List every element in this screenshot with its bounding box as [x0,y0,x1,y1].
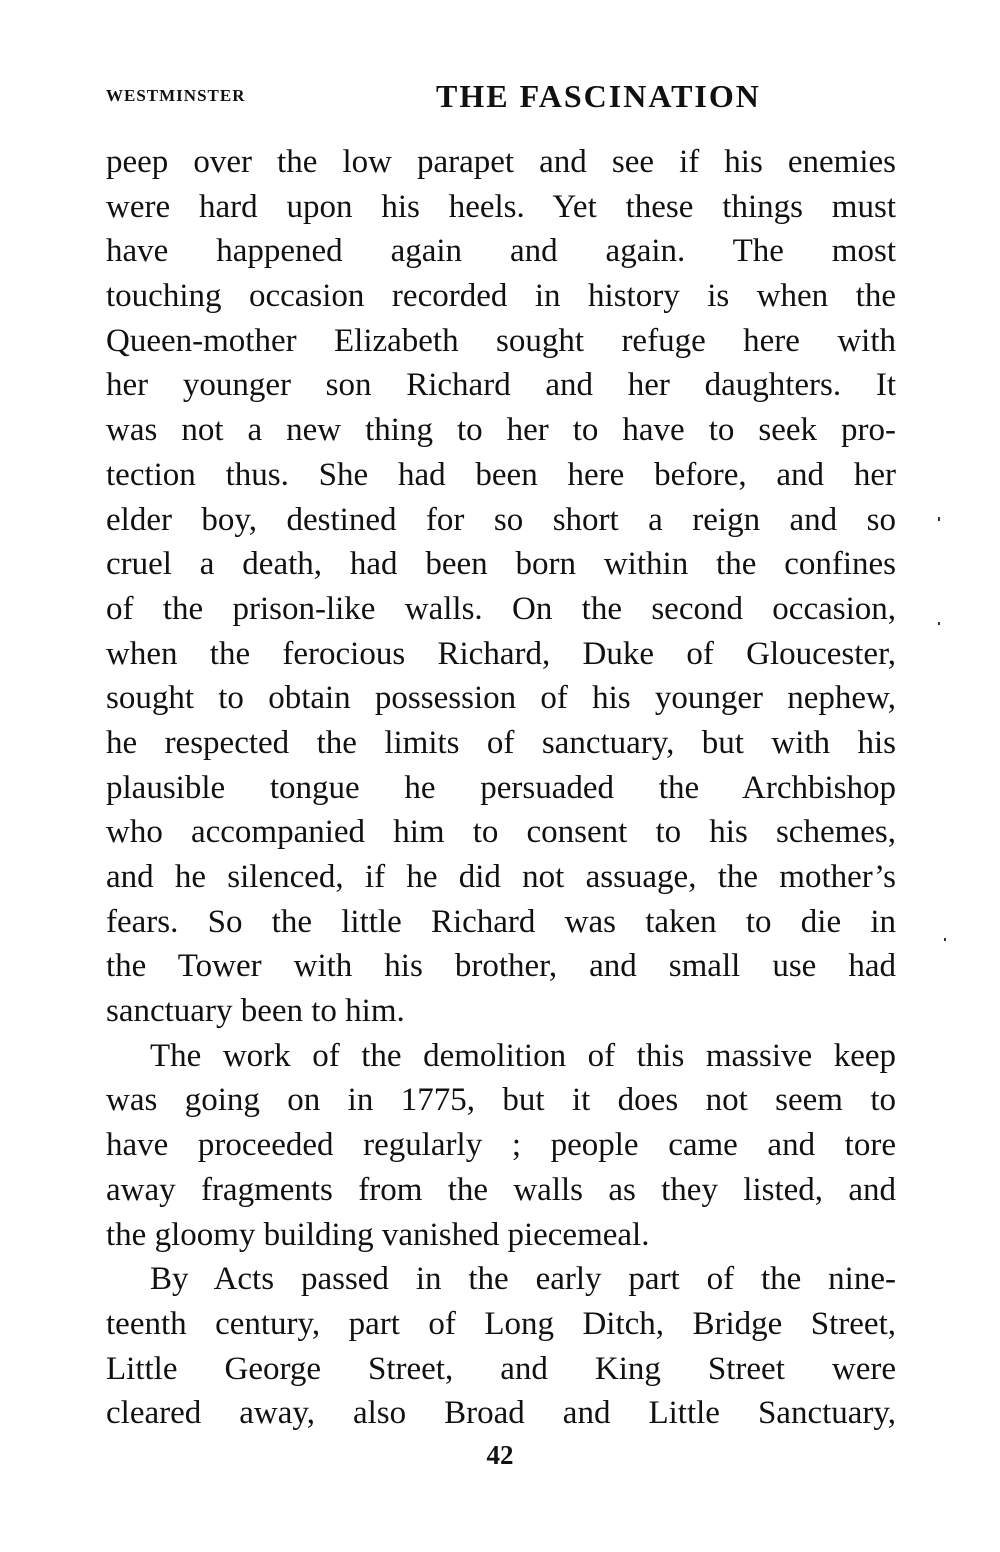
text-line: The work of the demolition of this massive keep [150,1037,896,1074]
text-line: were hard upon his heels. Yet these things must [106,188,896,225]
text-line: elder boy, destined for so short a reign and so [106,501,896,538]
text-line: tection thus. She had been here before, and her [106,456,896,493]
text-line: her younger son Richard and her daughters. It [106,367,896,404]
print-speck [938,517,940,521]
running-head [106,78,896,118]
text-line: touching occasion recorded in history is when the [106,278,896,315]
text-line: was not a new thing to her to have to seek pro- [106,412,896,449]
text-line: teenth century, part of Long Ditch, Bridge Street, [106,1305,896,1342]
text-line: when the ferocious Richard, Duke of Gloucester, [106,635,896,672]
paragraph [106,140,896,1034]
print-speck [938,622,940,625]
text-line: have proceeded regularly ; people came and tore [106,1127,896,1164]
text-line: Queen-mother Elizabeth sought refuge here with [106,322,896,359]
text-line: Little George Street, and King Street were [106,1350,896,1387]
text-line: of the prison-like walls. On the second occasion, [106,590,896,627]
text-line: was going on in 1775, but it does not seem to [106,1082,896,1119]
paragraph [106,1034,896,1257]
running-head-title: THE FASCINATION [436,78,761,114]
text-line: fears. So the little Richard was taken to die in [106,903,896,940]
text-line: have happened again and again. The most [106,233,896,270]
text-line: the gloomy building vanished piecemeal. [106,1216,650,1253]
text-line: cruel a death, had been born within the confines [106,546,896,583]
running-head-section: WESTMINSTER [106,86,246,105]
text-line: sought to obtain possession of his younger nephew, [106,680,896,717]
paragraph [106,1257,896,1436]
text-line: plausible tongue he persuaded the Archbishop [106,769,896,806]
text-line: he respected the limits of sanctuary, but with his [106,724,896,761]
text-line: and he silenced, if he did not assuage, the mother’s [106,859,896,895]
body-text [106,140,896,1436]
print-speck [944,938,946,941]
text-line: away fragments from the walls as they listed, and [106,1171,896,1208]
text-line: cleared away, also Broad and Little Sanctuary, [106,1395,896,1432]
page-number: 42 [486,1440,514,1470]
text-line: sanctuary been to him. [106,993,405,1030]
text-line: who accompanied him to consent to his schemes, [106,814,896,851]
text-line: By Acts passed in the early part of the nine- [150,1261,896,1298]
text-line: peep over the low parapet and see if his enemies [106,144,896,180]
text-line: the Tower with his brother, and small use had [106,948,896,985]
